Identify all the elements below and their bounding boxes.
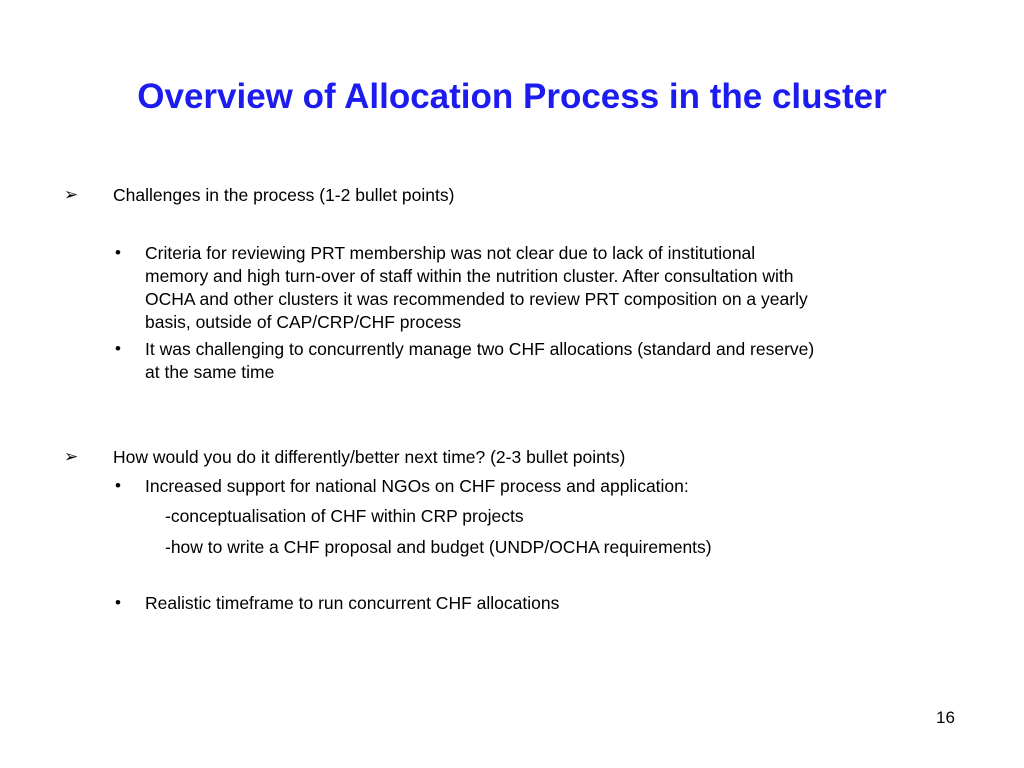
list-item-ngo-support: Increased support for national NGOs on CHF process and application: (145, 476, 689, 496)
bullet-icon: • (115, 593, 121, 612)
bullet-icon: • (115, 339, 121, 358)
list-item-line: memory and high turn-over of staff within the nutrition cluster. After consultation with (145, 266, 794, 286)
list-item-line: It was challenging to concurrently manage two CHF allocations (standard and reserve) (145, 339, 815, 359)
sub-item-proposal-budget: -how to write a CHF proposal and budget (UNDP/OCHA requirements) (165, 537, 712, 557)
list-item-line: Criteria for reviewing PRT membership was not clear due to lack of institutional (145, 243, 756, 263)
list-item-prt-criteria (145, 242, 975, 334)
list-item-realistic-timeframe: Realistic timeframe to run concurrent CHF allocations (145, 593, 560, 613)
sub-item-conceptualisation: -conceptualisation of CHF within CRP projects (165, 506, 524, 526)
bullet-icon: • (115, 476, 121, 495)
section-heading-improvements: How would you do it differently/better next time? (2-3 bullet points) (113, 447, 626, 467)
slide-title: Overview of Allocation Process in the cluster (137, 77, 887, 116)
list-item-concurrent-allocations (145, 338, 975, 384)
arrow-bullet-icon: ➢ (64, 185, 79, 204)
page-number: 16 (936, 708, 955, 727)
list-item-line: OCHA and other clusters it was recommended to review PRT composition on a yearly (145, 289, 808, 309)
bullet-icon: • (115, 243, 121, 262)
list-item-line: basis, outside of CAP/CRP/CHF process (145, 312, 462, 332)
section-heading-challenges: Challenges in the process (1-2 bullet points) (113, 185, 455, 205)
arrow-bullet-icon: ➢ (64, 447, 79, 466)
list-item-line: at the same time (145, 362, 275, 382)
